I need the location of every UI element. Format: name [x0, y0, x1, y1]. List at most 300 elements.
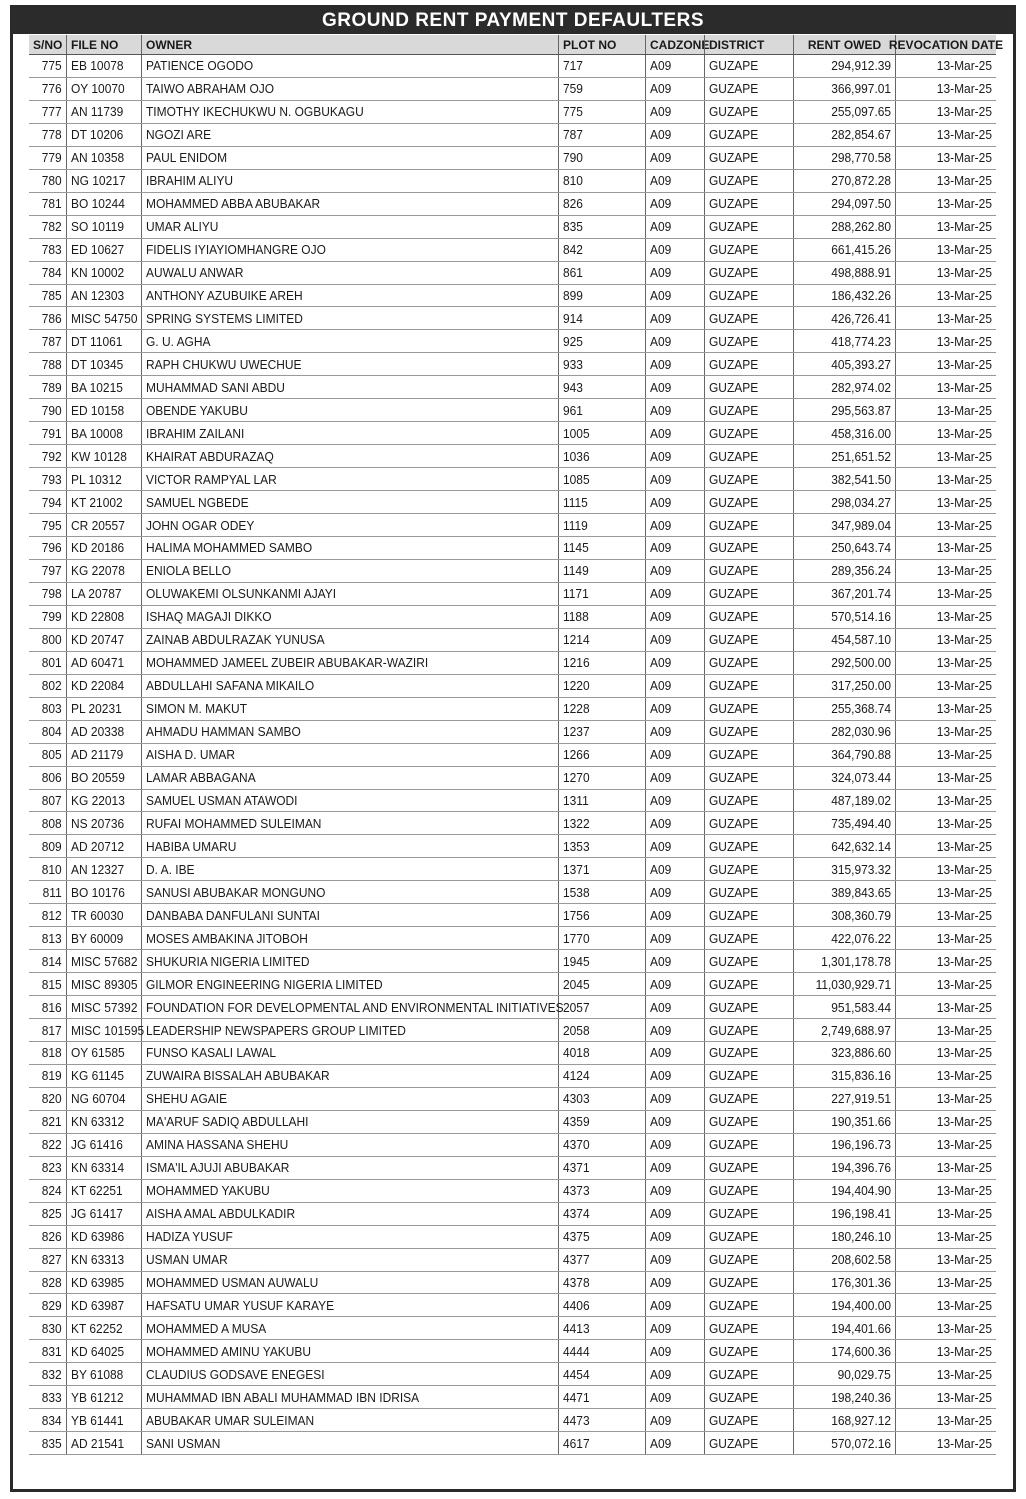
row-plot-no — [558, 1226, 645, 1248]
row-cadzone-text: A09 — [650, 219, 672, 235]
row-owner-text: SAMUEL USMAN ATAWODI — [146, 792, 298, 808]
row-rent-owed-text: 315,836.16 — [831, 1068, 891, 1084]
row-revocation-date — [895, 1180, 996, 1202]
row-district — [704, 652, 793, 674]
row-rent-owed — [793, 491, 895, 513]
row-file-no — [66, 239, 141, 261]
row-sno-text: 806 — [42, 770, 62, 786]
row-plot-no — [558, 1134, 645, 1156]
row-rent-owed-text: 308,360.79 — [831, 907, 891, 923]
row-file-no — [66, 262, 141, 284]
row-plot-no — [558, 790, 645, 812]
row-cadzone-text: A09 — [650, 104, 672, 120]
row-file-no-text: BO 10176 — [71, 884, 125, 900]
row-plot-no — [558, 1294, 645, 1316]
row-file-no-text: KT 21002 — [71, 494, 123, 510]
row-owner — [141, 1088, 558, 1110]
row-plot-no-text: 925 — [563, 333, 583, 349]
row-sno — [29, 721, 66, 743]
row-rent-owed-text: 422,076.22 — [831, 930, 891, 946]
row-owner — [141, 285, 558, 307]
row-revocation-date-text: 13-Mar-25 — [936, 1366, 992, 1382]
row-cadzone — [645, 904, 704, 926]
row-revocation-date-text: 13-Mar-25 — [936, 1091, 992, 1107]
row-district-text: GUZAPE — [709, 1206, 759, 1222]
row-district-text: GUZAPE — [709, 310, 759, 326]
row-sno-text: 776 — [42, 81, 62, 97]
row-rent-owed-text: 323,886.60 — [831, 1045, 891, 1061]
row-owner-text: AISHA D. UMAR — [146, 747, 236, 763]
row-revocation-date-text: 13-Mar-25 — [936, 196, 992, 212]
row-revocation-date — [895, 55, 996, 77]
row-file-no — [66, 193, 141, 215]
row-file-no-text: NG 10217 — [71, 173, 126, 189]
row-revocation-date-text: 13-Mar-25 — [936, 1389, 992, 1405]
row-rent-owed — [793, 1317, 895, 1339]
row-owner-text: HADIZA YUSUF — [146, 1229, 233, 1245]
row-sno-text: 826 — [42, 1229, 62, 1245]
table-row — [29, 583, 996, 606]
row-owner — [141, 1180, 558, 1202]
row-cadzone-text: A09 — [650, 999, 672, 1015]
row-district — [704, 330, 793, 352]
row-file-no-text: KD 22084 — [71, 678, 125, 694]
row-plot-no — [558, 881, 645, 903]
row-sno-text: 825 — [42, 1206, 62, 1222]
row-district — [704, 1042, 793, 1064]
row-rent-owed — [793, 744, 895, 766]
row-plot-no — [558, 629, 645, 651]
row-file-no-text: KN 10002 — [71, 265, 125, 281]
row-plot-no-text: 2058 — [563, 1022, 590, 1038]
row-owner-text: ZAINAB ABDULRAZAK YUNUSA — [146, 632, 325, 648]
row-revocation-date-text: 13-Mar-25 — [936, 884, 992, 900]
row-revocation-date — [895, 583, 996, 605]
row-revocation-date-text: 13-Mar-25 — [936, 907, 992, 923]
row-sno-text: 803 — [42, 701, 62, 717]
row-revocation-date — [895, 652, 996, 674]
row-cadzone — [645, 1042, 704, 1064]
row-rent-owed-text: 186,432.26 — [831, 288, 891, 303]
row-cadzone-text: A09 — [650, 310, 672, 326]
row-plot-no — [558, 1272, 645, 1294]
row-sno — [29, 1180, 66, 1202]
row-owner-text: MOHAMMED ABBA ABUBAKAR — [146, 196, 321, 212]
row-file-no-text: YB 61441 — [71, 1412, 124, 1428]
row-owner-text: SAMUEL NGBEDE — [146, 494, 249, 510]
row-owner-text: HAFSATU UMAR YUSUF KARAYE — [146, 1297, 335, 1313]
row-plot-no-text: 1220 — [563, 678, 590, 694]
row-revocation-date — [895, 1157, 996, 1179]
row-cadzone — [645, 1180, 704, 1202]
row-revocation-date — [895, 675, 996, 697]
row-cadzone-text: A09 — [650, 1183, 672, 1199]
row-cadzone — [645, 376, 704, 398]
row-sno-text: 777 — [42, 104, 62, 120]
row-plot-no — [558, 1019, 645, 1041]
row-plot-no-text: 759 — [563, 81, 583, 97]
row-file-no-text: KD 63986 — [71, 1229, 125, 1245]
row-file-no — [66, 904, 141, 926]
row-plot-no — [558, 353, 645, 375]
row-owner — [141, 1042, 558, 1064]
row-rent-owed — [793, 353, 895, 375]
row-sno — [29, 1042, 66, 1064]
row-cadzone — [645, 514, 704, 536]
row-plot-no-text: 4413 — [563, 1320, 590, 1336]
row-owner — [141, 491, 558, 513]
row-cadzone — [645, 927, 704, 949]
row-cadzone-text: A09 — [650, 1114, 672, 1130]
row-revocation-date-text: 13-Mar-25 — [936, 219, 992, 235]
row-revocation-date-text: 13-Mar-25 — [936, 861, 992, 877]
row-plot-no — [558, 606, 645, 628]
header-revocation-date: REVOCATION DATE — [895, 35, 996, 54]
row-owner — [141, 1134, 558, 1156]
row-revocation-date-text: 13-Mar-25 — [936, 448, 992, 464]
row-cadzone-text: A09 — [650, 517, 672, 533]
table-row — [29, 1340, 996, 1363]
row-district — [704, 675, 793, 697]
row-cadzone — [645, 285, 704, 307]
row-owner — [141, 606, 558, 628]
row-sno-text: 817 — [42, 1022, 62, 1038]
row-revocation-date — [895, 1272, 996, 1294]
row-plot-no — [558, 973, 645, 995]
row-district-text: GUZAPE — [709, 1022, 759, 1038]
row-district — [704, 193, 793, 215]
row-sno — [29, 1134, 66, 1156]
row-owner-text: D. A. IBE — [146, 861, 195, 877]
row-district — [704, 721, 793, 743]
row-sno-text: 782 — [42, 219, 62, 235]
row-rent-owed-text: 298,770.58 — [831, 150, 891, 166]
row-plot-no — [558, 193, 645, 215]
row-revocation-date — [895, 330, 996, 352]
row-district — [704, 1409, 793, 1431]
row-owner — [141, 858, 558, 880]
row-rent-owed-text: 366,997.01 — [831, 81, 891, 97]
row-rent-owed — [793, 445, 895, 467]
row-sno-text: 834 — [42, 1412, 62, 1428]
row-rent-owed-text: 168,927.12 — [831, 1412, 891, 1428]
row-file-no — [66, 55, 141, 77]
row-owner — [141, 537, 558, 559]
row-cadzone — [645, 560, 704, 582]
row-rent-owed — [793, 812, 895, 834]
row-plot-no-text: 1036 — [563, 448, 590, 464]
row-cadzone-text: A09 — [650, 792, 672, 808]
row-owner — [141, 629, 558, 651]
row-cadzone — [645, 858, 704, 880]
table-row — [29, 101, 996, 124]
row-sno-text: 797 — [42, 563, 62, 579]
table-row — [29, 904, 996, 927]
row-sno — [29, 468, 66, 490]
row-file-no — [66, 445, 141, 467]
row-revocation-date-text: 13-Mar-25 — [936, 81, 992, 97]
row-district — [704, 996, 793, 1018]
row-owner — [141, 78, 558, 100]
row-cadzone-text: A09 — [650, 242, 672, 258]
row-file-no-text: KG 61145 — [71, 1068, 124, 1084]
row-rent-owed-text: 255,368.74 — [831, 701, 891, 717]
row-sno-text: 818 — [42, 1045, 62, 1061]
row-sno — [29, 514, 66, 536]
row-revocation-date — [895, 124, 996, 146]
row-revocation-date-text: 13-Mar-25 — [936, 471, 992, 487]
table-row — [29, 445, 996, 468]
row-sno — [29, 652, 66, 674]
row-rent-owed — [793, 1249, 895, 1271]
table-row — [29, 1386, 996, 1409]
row-rent-owed — [793, 629, 895, 651]
row-sno — [29, 629, 66, 651]
row-sno-text: 805 — [42, 747, 62, 763]
row-plot-no — [558, 652, 645, 674]
row-revocation-date — [895, 1249, 996, 1271]
row-plot-no-text: 4373 — [563, 1183, 590, 1199]
row-cadzone — [645, 262, 704, 284]
row-plot-no-text: 1770 — [563, 930, 590, 946]
row-owner-text: DANBABA DANFULANI SUNTAI — [146, 907, 320, 923]
row-district — [704, 767, 793, 789]
row-district-text: GUZAPE — [709, 792, 759, 808]
row-cadzone-text: A09 — [650, 747, 672, 763]
row-plot-no-text: 4018 — [563, 1045, 590, 1061]
row-rent-owed-text: 255,097.65 — [831, 104, 891, 120]
row-file-no-text: BA 10215 — [71, 379, 123, 395]
table-row — [29, 216, 996, 239]
row-revocation-date-text: 13-Mar-25 — [936, 678, 992, 694]
row-sno — [29, 675, 66, 697]
row-sno — [29, 1340, 66, 1362]
row-plot-no-text: 1945 — [563, 953, 590, 969]
row-district — [704, 170, 793, 192]
row-revocation-date — [895, 1294, 996, 1316]
row-revocation-date — [895, 399, 996, 421]
row-file-no-text: NG 60704 — [71, 1091, 126, 1107]
row-district — [704, 1294, 793, 1316]
row-rent-owed — [793, 55, 895, 77]
row-district — [704, 973, 793, 995]
row-file-no-text: KT 62252 — [71, 1320, 123, 1336]
row-owner — [141, 1340, 558, 1362]
row-owner — [141, 744, 558, 766]
table-row — [29, 1409, 996, 1432]
row-sno-text: 792 — [42, 448, 62, 464]
table-row — [29, 1249, 996, 1272]
row-cadzone-text: A09 — [650, 838, 672, 854]
row-owner-text: SANUSI ABUBAKAR MONGUNO — [146, 884, 326, 900]
row-owner-text: MOHAMMED JAMEEL ZUBEIR ABUBAKAR-WAZIRI — [146, 655, 429, 671]
row-rent-owed — [793, 1088, 895, 1110]
table-row — [29, 55, 996, 78]
row-cadzone — [645, 606, 704, 628]
row-district — [704, 1226, 793, 1248]
row-cadzone-text: A09 — [650, 1022, 672, 1038]
row-district-text: GUZAPE — [709, 402, 759, 418]
row-owner-text: PAUL ENIDOM — [146, 150, 228, 166]
row-revocation-date — [895, 812, 996, 834]
row-file-no — [66, 307, 141, 329]
row-owner — [141, 468, 558, 490]
row-sno-text: 828 — [42, 1274, 62, 1290]
row-district — [704, 239, 793, 261]
row-rent-owed — [793, 170, 895, 192]
row-district-text: GUZAPE — [709, 999, 759, 1015]
row-file-no-text: BY 61088 — [71, 1366, 124, 1382]
row-plot-no — [558, 1157, 645, 1179]
row-revocation-date-text: 13-Mar-25 — [936, 1022, 992, 1038]
row-district — [704, 491, 793, 513]
row-sno — [29, 193, 66, 215]
row-file-no — [66, 1272, 141, 1294]
row-owner — [141, 193, 558, 215]
row-file-no — [66, 583, 141, 605]
row-district-text: GUZAPE — [709, 609, 759, 625]
row-rent-owed — [793, 1272, 895, 1294]
row-rent-owed — [793, 1294, 895, 1316]
row-cadzone — [645, 353, 704, 375]
row-owner-text: JOHN OGAR ODEY — [146, 517, 255, 533]
row-plot-no-text: 4124 — [563, 1068, 590, 1084]
row-district-text: GUZAPE — [709, 1320, 759, 1336]
row-district-text: GUZAPE — [709, 81, 759, 97]
row-district — [704, 1019, 793, 1041]
row-revocation-date-text: 13-Mar-25 — [936, 517, 992, 533]
row-plot-no-text: 4471 — [563, 1389, 590, 1405]
row-rent-owed — [793, 1226, 895, 1248]
row-file-no — [66, 1386, 141, 1408]
row-file-no-text: KD 20747 — [71, 632, 125, 648]
row-cadzone-text: A09 — [650, 81, 672, 97]
row-rent-owed-text: 250,643.74 — [831, 540, 891, 556]
row-plot-no-text: 2057 — [563, 999, 590, 1015]
row-sno-text: 811 — [42, 884, 62, 900]
row-file-no-text: NS 20736 — [71, 815, 125, 831]
row-cadzone-text: A09 — [650, 586, 672, 602]
row-sno-text: 786 — [42, 310, 62, 326]
row-sno — [29, 1065, 66, 1087]
row-cadzone — [645, 721, 704, 743]
row-sno — [29, 1157, 66, 1179]
table-row — [29, 858, 996, 881]
row-sno-text: 781 — [42, 196, 62, 212]
row-sno — [29, 927, 66, 949]
row-district-text: GUZAPE — [709, 425, 759, 441]
row-cadzone — [645, 147, 704, 169]
row-file-no-text: KN 63314 — [71, 1160, 125, 1176]
row-cadzone — [645, 1363, 704, 1385]
row-district — [704, 1386, 793, 1408]
row-district-text: GUZAPE — [709, 861, 759, 877]
row-plot-no — [558, 216, 645, 238]
row-owner — [141, 790, 558, 812]
row-sno-text: 802 — [42, 678, 62, 694]
row-district — [704, 790, 793, 812]
row-district — [704, 537, 793, 559]
row-district — [704, 1134, 793, 1156]
table-row — [29, 399, 996, 422]
row-sno-text: 831 — [42, 1343, 62, 1359]
row-owner — [141, 973, 558, 995]
row-sno-text: 795 — [42, 517, 62, 533]
row-owner-text: SHEHU AGAIE — [146, 1091, 228, 1107]
row-owner-text: UMAR ALIYU — [146, 219, 219, 235]
row-rent-owed-text: 735,494.40 — [831, 815, 891, 831]
row-revocation-date-text: 13-Mar-25 — [936, 402, 992, 418]
row-sno-text: 793 — [42, 471, 62, 487]
header-district: DISTRICT — [704, 35, 793, 54]
row-file-no — [66, 170, 141, 192]
row-file-no-text: KD 63985 — [71, 1274, 125, 1290]
row-file-no-text: CR 20557 — [71, 517, 125, 533]
row-rent-owed — [793, 950, 895, 972]
row-plot-no — [558, 996, 645, 1018]
row-district-text: GUZAPE — [709, 379, 759, 395]
row-file-no — [66, 537, 141, 559]
row-file-no-text: DT 10345 — [71, 356, 124, 372]
row-plot-no — [558, 422, 645, 444]
table-row — [29, 78, 996, 101]
row-revocation-date-text: 13-Mar-25 — [936, 1343, 992, 1359]
row-plot-no-text: 1237 — [563, 724, 590, 740]
row-file-no-text: KG 22078 — [71, 563, 125, 579]
row-district-text: GUZAPE — [709, 586, 759, 602]
row-plot-no — [558, 583, 645, 605]
row-sno-text: 830 — [42, 1320, 62, 1336]
row-plot-no — [558, 1409, 645, 1431]
row-file-no-text: TR 60030 — [71, 907, 124, 923]
row-rent-owed-text: 389,843.65 — [831, 884, 891, 900]
row-revocation-date — [895, 1386, 996, 1408]
row-file-no-text: AN 10358 — [71, 150, 125, 166]
row-rent-owed — [793, 652, 895, 674]
row-sno — [29, 353, 66, 375]
row-owner — [141, 147, 558, 169]
row-cadzone-text: A09 — [650, 1206, 672, 1222]
row-owner — [141, 1363, 558, 1385]
row-plot-no — [558, 767, 645, 789]
row-rent-owed-text: 454,587.10 — [831, 632, 891, 648]
header-file-no: FILE NO — [66, 35, 141, 54]
row-plot-no-text: 914 — [563, 310, 583, 326]
row-district — [704, 216, 793, 238]
row-district — [704, 445, 793, 467]
row-revocation-date-text: 13-Mar-25 — [936, 1068, 992, 1084]
row-revocation-date — [895, 445, 996, 467]
row-plot-no — [558, 445, 645, 467]
row-district-text: GUZAPE — [709, 494, 759, 510]
row-rent-owed-text: 294,912.39 — [831, 58, 891, 74]
table-row — [29, 1157, 996, 1180]
row-district-text: GUZAPE — [709, 1068, 759, 1084]
row-owner-text: ISMA'IL AJUJI ABUBAKAR — [146, 1160, 290, 1176]
row-rent-owed-text: 418,774.23 — [831, 333, 891, 349]
row-owner-text: VICTOR RAMPYAL LAR — [146, 471, 277, 487]
row-revocation-date — [895, 790, 996, 812]
row-revocation-date — [895, 950, 996, 972]
row-cadzone — [645, 468, 704, 490]
row-plot-no — [558, 78, 645, 100]
row-district-text: GUZAPE — [709, 930, 759, 946]
row-revocation-date — [895, 1363, 996, 1385]
row-revocation-date — [895, 767, 996, 789]
row-rent-owed — [793, 216, 895, 238]
row-file-no — [66, 1088, 141, 1110]
row-cadzone-text: A09 — [650, 655, 672, 671]
